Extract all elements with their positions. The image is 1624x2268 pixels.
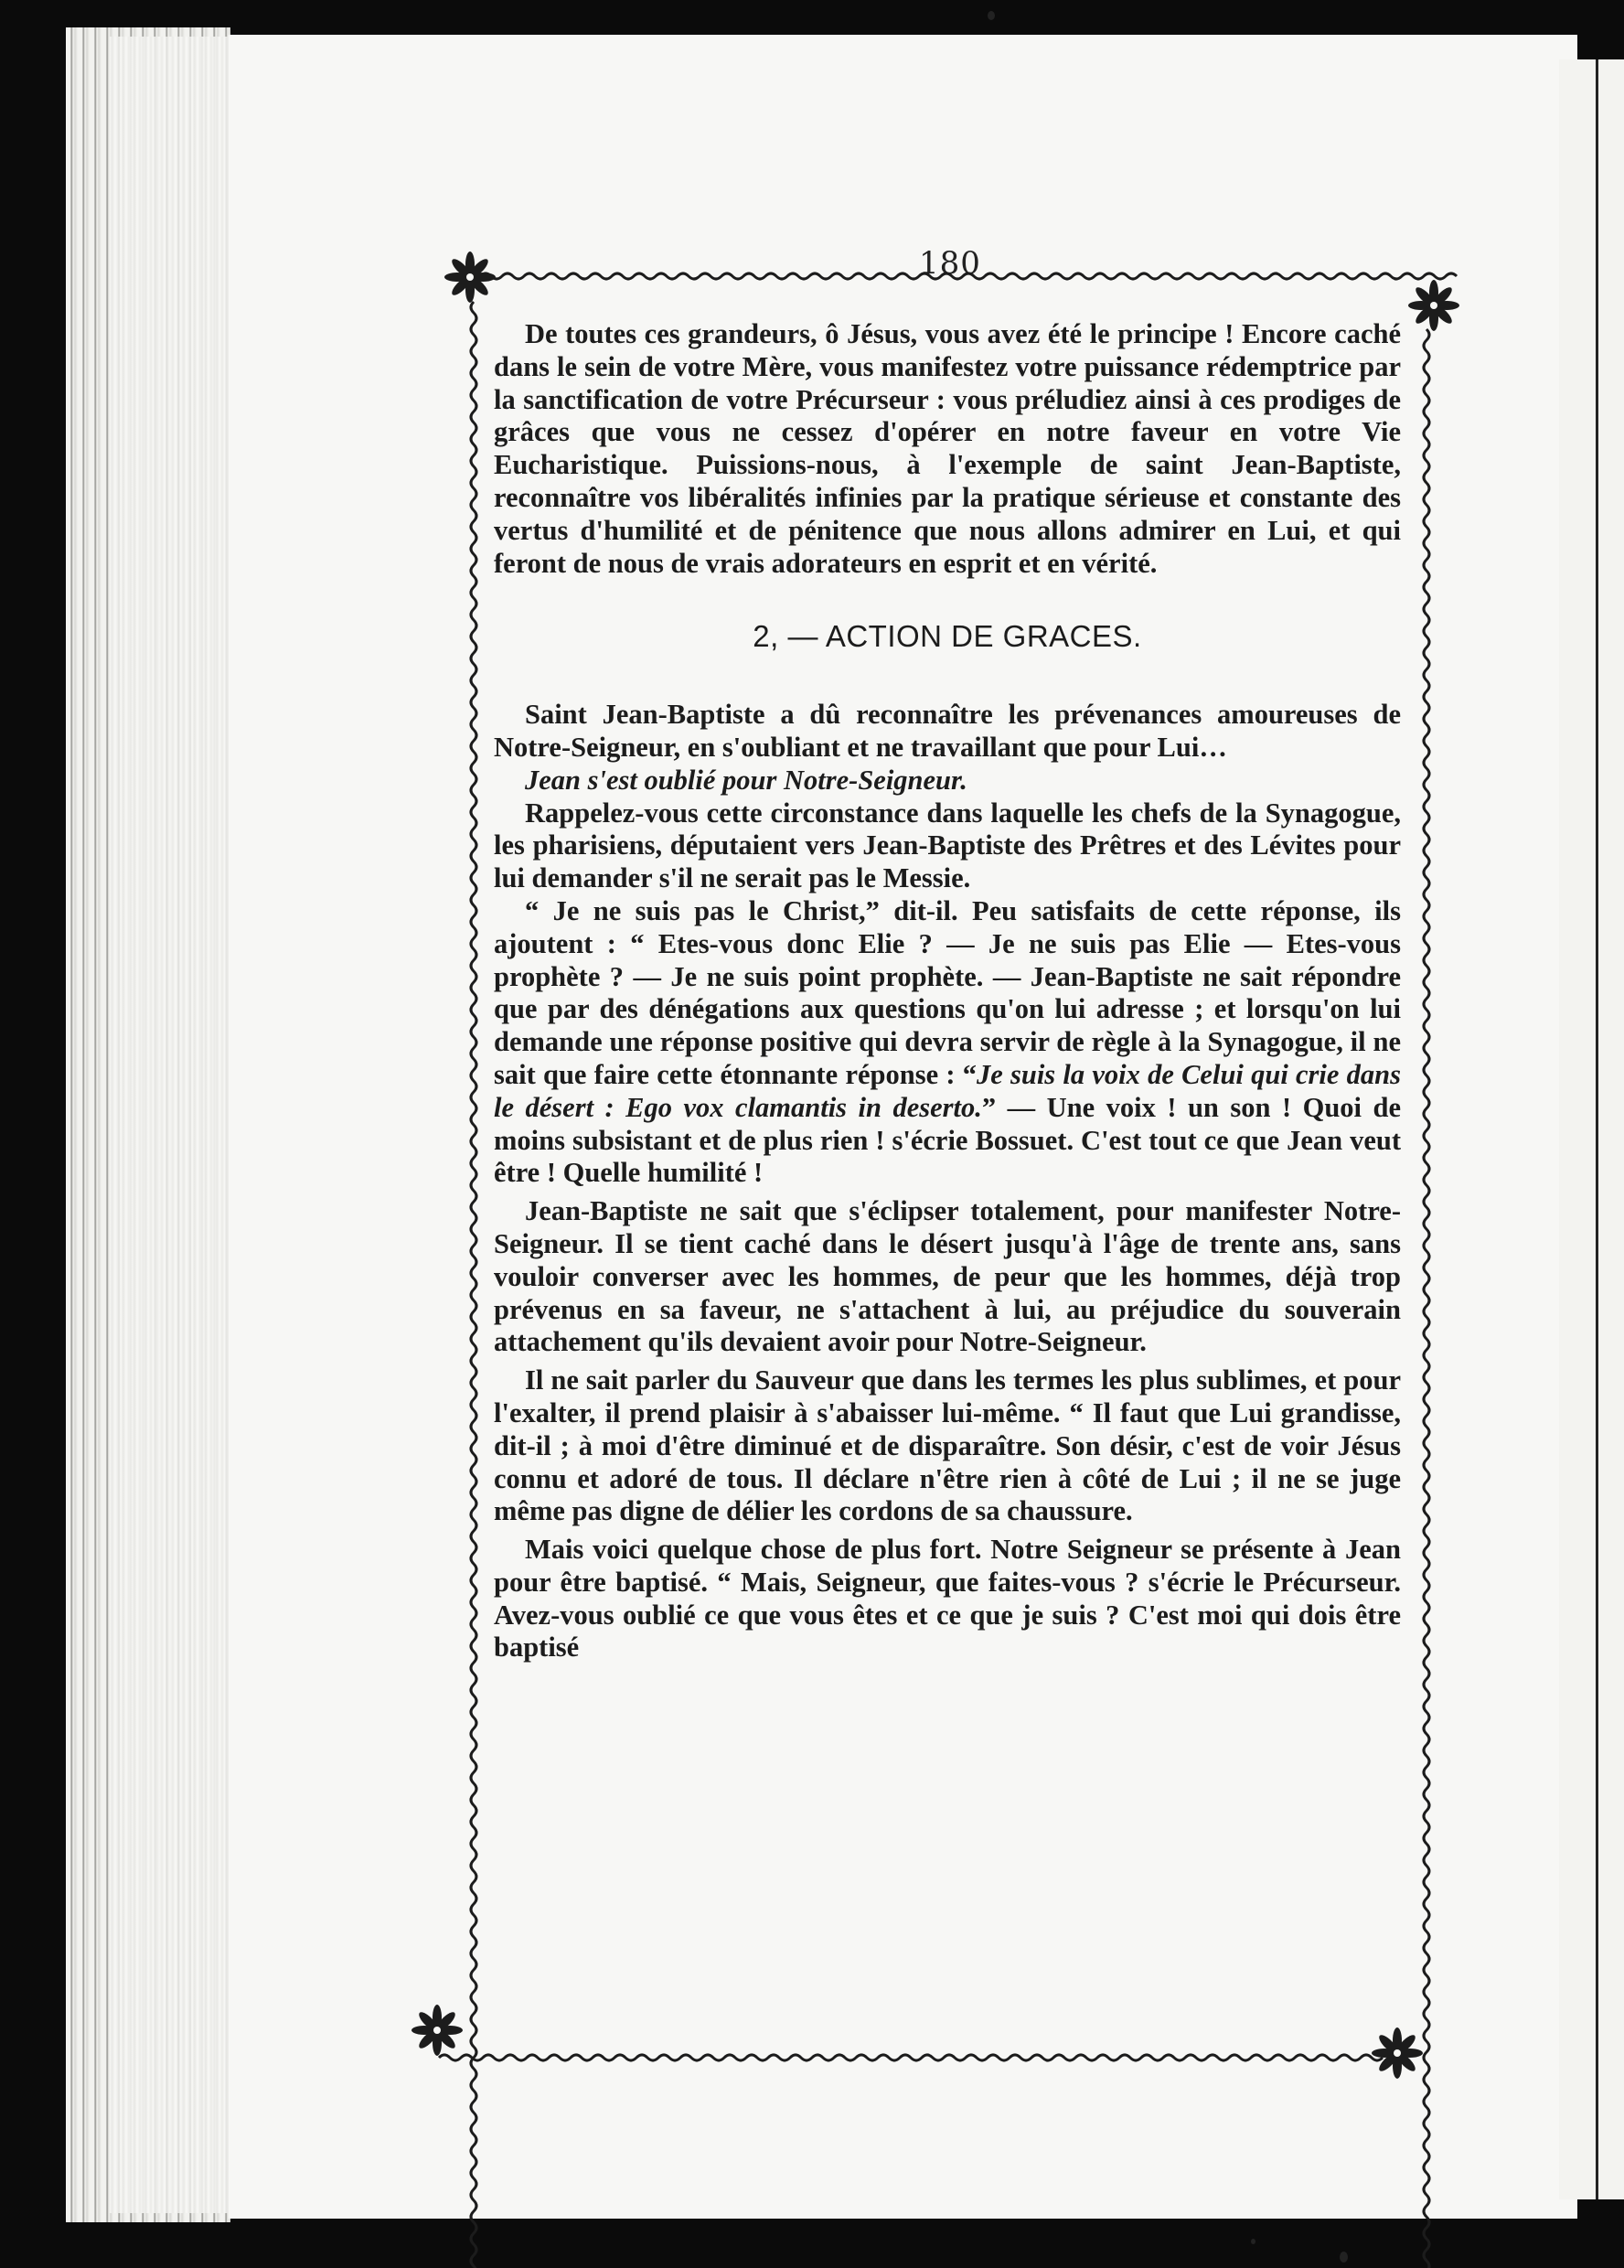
paragraph-4 <box>494 895 1401 1190</box>
paragraph-3: Rappelez-vous cette circonstance dans laquelle les chefs de la Synagogue, les pharisiens, députaient vers Jean-Baptiste des Prêtres et des Lévites pour lui demander s'il ne serait pas le Messie. <box>494 797 1401 894</box>
section-heading: 2, — ACTION DE GRACES. <box>753 619 1142 654</box>
italic-line: Jean s'est oublié pour Notre-Seigneur. <box>525 764 967 796</box>
paragraph-4-part-a: “ Je ne suis pas le Christ,” dit-il. Peu satisfaits de cette réponse, ils ajoutent : “ Etes-vous donc Elie ? — Je ne suis pas Elie — Etes-vous prophète ? — Je ne suis point prophète. — Jean-Baptiste ne sait répondre que par des dénégations aux questions qu'on lui adresse ; et lorsqu'on lui demande une réponse positive qui devra servir de règle à la Synagogue, il ne sait que faire cette étonnante réponse : “ <box>494 894 1401 1090</box>
page-number: 180 <box>919 245 981 282</box>
paragraph-1: De toutes ces grandeurs, ô Jésus, vous avez été le principe ! Encore caché dans le sein de votre Mère, vous manifestez votre puissance rédemptrice par la sanctification de votre Précurseur : vous préludiez ainsi à ces prodiges de grâces que vous ne cessez d'opérer en notre faveur en votre Vie Eucharistique. Puissions-nous, à l'exemple de saint Jean-Baptiste, reconnaître vos libéralités infinies par la pratique sérieuse et constante des vertus d'humilité et de pénitence que nous allons admirer en Lui, et qui feront de nous de vrais adorateurs en esprit et en vérité. <box>494 318 1401 579</box>
ink-speck <box>988 11 995 20</box>
paragraph-6: Il ne sait parler du Sauveur que dans les termes les plus sublimes, et pour l'exalter, il prend plaisir à s'abaisser lui-même. “ Il faut que Lui grandisse, dit-il ; à moi d'être diminué et de disparaître. Son désir, c'est de voir Jésus connu et adoré de tous. Il déclare n'être rien à côté de Lui ; il ne se juge même pas digne de délier les cordons de sa chaussure. <box>494 1364 1401 1527</box>
paragraph-4-part-b: ” — Une voix ! un son ! Quoi de moins subsistant et de plus rien ! s'écrie Bossuet. C'est tout ce que Jean veut être ! Quelle humilité ! <box>494 1091 1402 1189</box>
ink-speck <box>1340 2252 1348 2263</box>
paragraph-4-quote: Je suis la voix de Celui qui crie dans le désert : Ego vox clamantis in deserto. <box>494 1058 1401 1123</box>
ink-speck <box>1251 2239 1255 2244</box>
paragraph-5: Jean-Baptiste ne sait que s'éclipser totalement, pour manifester Notre-Seigneur. Il se tient caché dans le désert jusqu'à l'âge de trente ans, sans vouloir converser avec les hommes, de peur que les hommes, déjà trop prévenus en sa faveur, ne s'attachent à lui, au préjudice du souverain attachement qu'ils devaient avoir pour Notre-Seigneur. <box>494 1195 1401 1358</box>
paragraph-7: Mais voici quelque chose de plus fort. Notre Seigneur se présente à Jean pour être baptisé. “ Mais, Seigneur, que faites-vous ? s'écrie le Précurseur. Avez-vous oublié ce que vous êtes et ce que je suis ? C'est moi qui dois être baptisé <box>494 1534 1401 1664</box>
page-text <box>494 318 1401 1664</box>
paragraph-2: Saint Jean-Baptiste a dû reconnaître les prévenances amoureuses de Notre-Seigneur, en s'oubliant et ne travaillant que pour Lui… <box>494 699 1401 763</box>
